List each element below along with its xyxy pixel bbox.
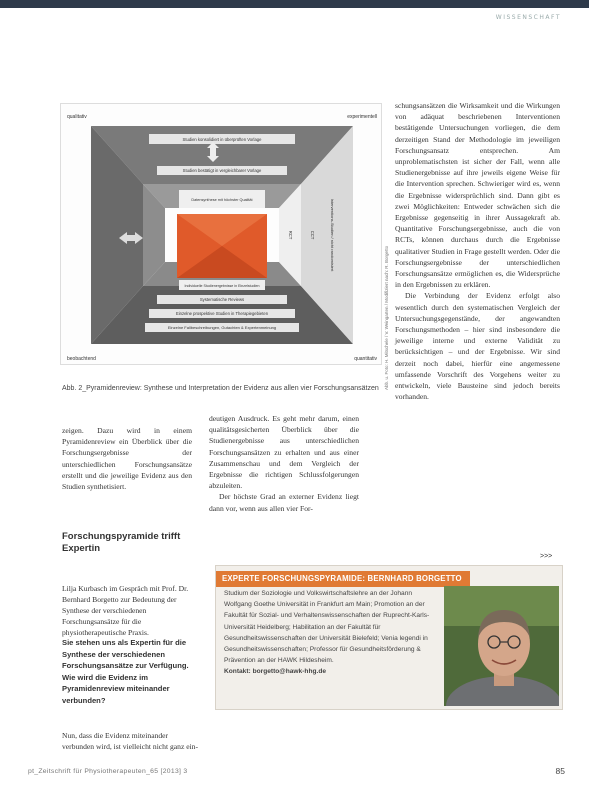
continue-marker: >>>	[540, 553, 553, 560]
level-top-outer: Studien konsolidiert in überprüften Vorlage	[182, 137, 262, 142]
expert-box-heading: EXPERTE FORSCHUNGSPYRAMIDE: BERNHARD BORGETTO	[216, 571, 470, 587]
core-top-label: Datensynthese mit höchster Qualität	[191, 198, 253, 202]
right-label-rct: RCT	[288, 230, 293, 240]
column-a-text: zeigen. Dazu wird in einem Pyramidenreview ein Überblick über die Forschungsergebnisse der unterschiedlichen Forschungsansätze erstellt und die jeweilige Evidenz aus den Studien synthetisiert.	[62, 426, 192, 492]
column-c	[395, 100, 560, 402]
section-rubric: WISSENSCHAFT	[495, 14, 561, 21]
interview-answer: Nun, dass die Evidenz miteinander verbunden wird, ist vielleicht nicht ganz ein-	[62, 731, 199, 751]
expert-portrait-photo	[444, 586, 559, 706]
column-c-paragraph-2: Die Verbindung der Evidenz erfolgt also wesentlich durch den systematischen Vergleich der Untersuchungsgegenstände, der angewandten Forschungsmethoden – hier sind insbesondere die jeweilige interne und externe Validität zu berücksichtigen – und der Ergebnisse. Wir sind derzeit noch dabei, hierfür eine angemessene umfassende Vorschrift des Vorgehens weiter zu entwickeln, viele Bausteine sind jedoch bereits vorhanden.	[395, 291, 560, 402]
level-top-inner: Studien bestätigt in vergleichbarer Vorlage	[182, 168, 262, 173]
column-a	[62, 425, 192, 492]
footer-journal: pt_Zeitschrift für Physiotherapeuten_65 [2013] 3	[28, 768, 188, 775]
expert-bio	[224, 588, 434, 678]
expert-box-header	[216, 566, 564, 582]
interview-subheading: Forschungspyramide trifft Expertin	[62, 531, 181, 554]
corner-top-right: experimentell	[347, 114, 377, 120]
column-b	[209, 413, 359, 514]
level-bottom-inner: Systematische Reviews	[199, 297, 245, 302]
figure-credit: Abb. u. Foto: H. Mitschele / V. Weingarten / Modifiziert nach: R. Borgetto	[384, 245, 389, 390]
page-number: 85	[555, 766, 565, 776]
pyramid-diagram	[61, 104, 383, 366]
figure-caption: Abb. 2_Pyramidenreview: Synthese und Interpretation der Evidenz aus allen vier Forschungsansätzen	[62, 385, 379, 392]
evidence-pyramid-figure	[60, 103, 382, 365]
interview-intro: Lilja Kurbasch im Gespräch mit Prof. Dr. Bernhard Borgetto zur Bedeutung der Synthese der verschiedenen Forschungsansätze für die physiotherapeutische Praxis.	[62, 584, 189, 637]
column-b-paragraph-1: deutigen Ausdruck. Es geht mehr darum, einen qualitätsgesicherten Überblick über die Studienergebnisse aus unterschiedlichen Forschungsansätzen zu erhalten und aus einer Zusammenschau und dem Vergleich der Ergebnisse die richtigen Schlussfolgerungen abzuleiten.	[209, 414, 359, 491]
expert-box	[215, 565, 563, 710]
level-bottom-mid: Einzelne prospektive Studien in Therapiegebieten	[175, 311, 269, 316]
top-color-bar	[0, 0, 589, 8]
level-bottom-outer: Einzelne Fallbeschreibungen, Gutachten & Expertenmeinung	[167, 325, 277, 330]
corner-bottom-left: beobachtend	[67, 356, 96, 362]
right-label-nonrandom: Interventions-Studien / nicht randomisiert	[330, 198, 335, 272]
column-b-paragraph-2: Der höchste Grad an externer Evidenz liegt dann vor, wenn aus allen vier For-	[209, 492, 359, 513]
column-c-paragraph-1: schungsansätzen die Wirksamkeit und die Wirkungen von adäquat beschriebenen Interventionen bestätigende Untersuchungen vorliegen, die dem derzeitigen Stand der Methodologie im jeweiligen Forschungsansatz entsprechen. Am unproblematischsten ist sicher der Fall, wenn alle Studienergebnisse auf ihre jeweils eigene Weise für die Intervention sprechen. Schwieriger wird es, wenn die Ergebnisse widersprüchlich sind. Dann gibt es zwei Möglichkeiten: Entweder schwächen sich die Ergebnisse gegenseitig in ihrer Aussagekraft ab. Quantitative Forschungsergebnisse, auch die von RCTs, können durchaus durch die Ergebnisse qualitativer Studien in Frage gestellt werden. Oder die Forschungsergebnisse der unterschiedlichen Forschungsansätze ermöglichen es, die Widersprüche in den Ergebnissen zu erklären.	[395, 101, 560, 290]
expert-bio-text: Studium der Soziologie und Volkswirtschaftslehre an der Johann Wolfgang Goethe Universität in Frankfurt am Main; Promotion an der Fakultät für Sozial- und Verhaltenswissenschaften der Ruprecht-Karls-Universität Heidelberg; Habilitation an der Fakultät für Gesundheitswissenschaften der Universität Bielefeld; Venia legendi in Gesundheitswissenschaften; Professor für Gesundheitsförderung & Prävention an der HAWK Hildesheim.	[224, 590, 430, 665]
interview-question: Sie stehen uns als Expertin für die Synthese der verschiedenen Forschungsansätze zur Verfügung. Wie wird die Evidenz im Pyramidenreview miteinander verbunden?	[62, 638, 189, 705]
expert-contact: Kontakt: borgetto@hawk-hhg.de	[224, 668, 327, 676]
right-label-cct: CCT	[310, 230, 315, 240]
corner-bottom-right: quantitativ	[354, 356, 377, 362]
corner-top-left: qualitativ	[67, 114, 87, 120]
core-bottom-label: Individuelle Studienergebnisse in Einzelstudien	[184, 284, 260, 288]
